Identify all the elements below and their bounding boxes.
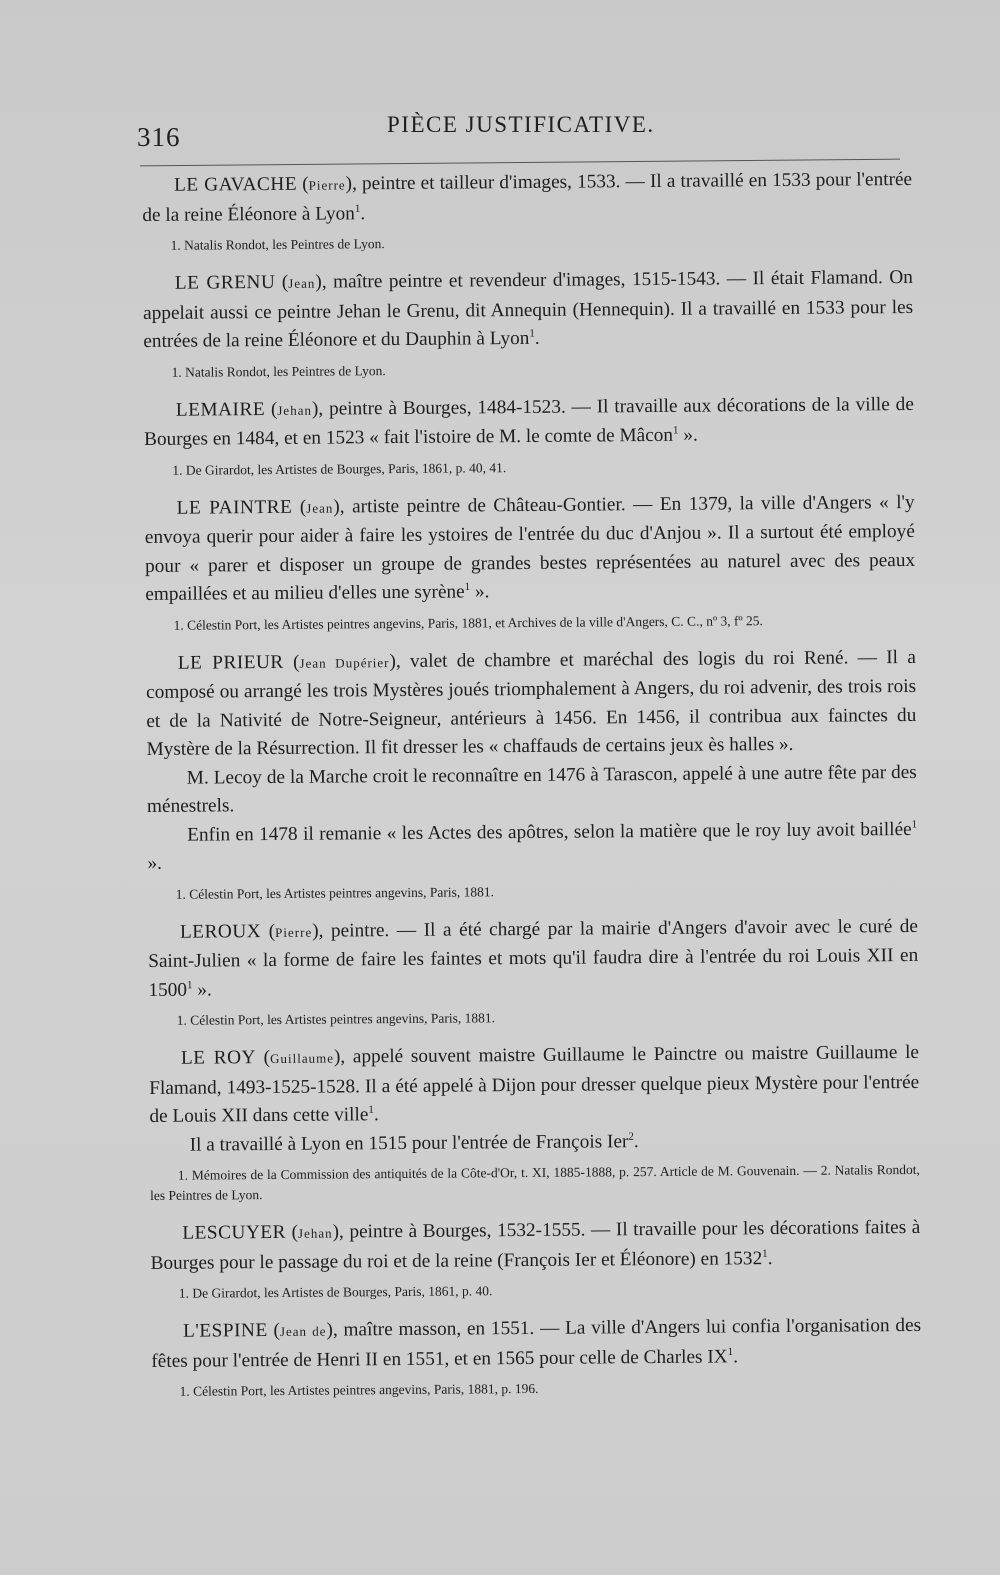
entry-paragraph: LEMAIRE (Jehan), peintre à Bourges, 1484-1523. — Il travaille aux décorations de la ville de Bourges en 1484, et en 1523 « fait l'istoire de M. le comte de Mâcon$^1$ ». [144, 393, 914, 450]
entry-name: LE PAINTRE [176, 496, 293, 519]
entry-text: maître peintre et revendeur d'images, 1515-1543. — Il était Flamand. On appelait aussi ce peintre Jehan le Grenu, dit Annequin (Hennequin). Il a travaillé en 1533 pour les entrées de la reine Éléonore et du Dauphin à Lyon [143, 266, 914, 352]
entry-given-name: Jean de [279, 1323, 327, 1339]
entry-paragraph: LEROUX (Pierre), peintre. — Il a été chargé par la mairie d'Angers d'avoir avec le curé de Saint-Julien « la forme de faire les faintes et mots qu'il faudra dire à l'entrée du roi Louis XII en 1500$^1$ ». [148, 915, 919, 1001]
entry-name: LE PRIEUR [177, 651, 284, 674]
entry-text: artiste peintre de Château-Gontier. — En 1379, la ville d'Angers « l'y envoya querir pour aider à faire les ystoires de l'entrée du duc d'Anjou ». Il a surtout été employé pour « parer et disposer un groupe de grandes bestes représentées au naturel avec des peaux empaillées et au milieu d'elles une syrène [144, 491, 916, 605]
entry-given-name: Jehan [297, 1225, 333, 1241]
footnote-marker: 1 [186, 978, 193, 991]
footnote-marker: 1 [354, 202, 361, 215]
footnote-marker: 1 [672, 424, 679, 437]
footnote: 1. De Girardot, les Artistes de Bourges, Paris, 1861, p. 40. [178, 1283, 493, 1301]
entry-name: LE ROY [180, 1047, 257, 1069]
entry-name: LEMAIRE [175, 398, 266, 421]
entry-paragraph: LE GAVACHE (Pierre), peintre et tailleur d'images, 1533. — Il a travaillé en 1533 pour l'entrée de la reine Éléonore à Lyon$^1$. [142, 168, 913, 226]
footnote: 1. Célestin Port, les Artistes peintres angevins, Paris, 1881, et Archives de la ville d'Angers, C. C., nº 3, fº 25. [173, 612, 763, 633]
entry-given-name: Jehan [277, 402, 312, 418]
footnote-marker: 1 [727, 1345, 734, 1358]
footnote-marker: 2 [628, 1130, 634, 1143]
entry-text: peintre à Bourges, 1484-1523. — Il travaille aux décorations de la ville de Bourges en 1484, et en 1523 « fait l'istoire de M. le comte de Mâcon [144, 393, 914, 450]
page-header [137, 108, 897, 158]
entry [144, 390, 915, 480]
entry-name: L'ESPINE [183, 1320, 268, 1342]
entry [148, 912, 919, 1031]
running-title: PIÈCE JUSTIFICATIVE. [387, 112, 655, 137]
entry-paragraph: Il a travaillé à Lyon en 1515 pour l'entrée de François Ier$^2$. [189, 1130, 639, 1156]
entry [149, 1039, 920, 1206]
entry-text: maître masson, en 1551. — La ville d'Angers lui confia l'organisation des fêtes pour l'entrée de Henri II en 1551, et en 1565 pour celle de Charles IX [151, 1314, 922, 1372]
footnote-marker: 1 [464, 581, 471, 594]
header-rule [140, 159, 900, 167]
footnote-marker: 1 [911, 818, 918, 831]
entry-paragraph: LESCUYER (Jehan), peintre à Bourges, 1532-1555. — Il travaille pour les décorations faites à Bourges pour le passage du roi et de la reine (François Ier et Éléonore) en 1532$^1$. [150, 1216, 921, 1274]
entry [143, 264, 914, 383]
footnote: 1. Natalis Rondot, les Peintres de Lyon. [171, 362, 386, 380]
entry [150, 1214, 921, 1304]
footnote: 1. Natalis Rondot, les Peintres de Lyon. [170, 236, 385, 253]
entry-paragraph: LE ROY (Guillaume), appelé souvent maistre Guillaume le Painctre ou maistre Guillaume le Flamand, 1493-1525-1528. Il a été appelé à Dijon pour dresser quelque pieux Mystère pour l'entrée de Louis XII dans cette ville$^1$. [149, 1041, 920, 1127]
entry-text: Il a travaillé à Lyon en 1515 pour l'entrée de François Ier [189, 1130, 629, 1156]
entry-paragraph: Enfin en 1478 il remanie « les Actes des apôtres, selon la matière que le roy luy avoit baillée$^1$ ». [147, 818, 918, 874]
entry-paragraph: LE PAINTRE (Jean), artiste peintre de Château-Gontier. — En 1379, la ville d'Angers « l'y envoya querir pour aider à faire les ystoires de l'entrée du duc d'Anjou ». Il a surtout été employé pour « parer et disposer un groupe de grandes bestes représentées au naturel avec des peaux empaillées et au milieu d'elles une syrène$^1$ ». [144, 491, 916, 605]
entry-name: LE GAVACHE [174, 173, 298, 196]
entry-name: LEROUX [179, 920, 262, 943]
entry-text: valet de chambre et maréchal des logis du roi René. — Il a composé ou arrangé les trois Mystères joués triomphalement à Angers, du roi advenir, des trois rois et de la Nativité de Notre-Seigneur, antérieurs à 1456. En 1456, il contribua aux fainctes du Mystère de la Résurrection. Il fit dresser les « chaffauds de certains jeux ès halles ». [146, 646, 917, 760]
entry-name: LESCUYER [182, 1221, 287, 1244]
entry [146, 643, 918, 904]
footnote: 1. Célestin Port, les Artistes peintres angevins, Paris, 1881. [176, 1010, 496, 1028]
entry-paragraph: LE GRENU (Jean), maître peintre et revendeur d'images, 1515-1543. — Il était Flamand. On appelait aussi ce peintre Jehan le Grenu, dit Annequin (Hennequin). Il a travaillé en 1533 pour les entrées de la reine Éléonore et du Dauphin à Lyon$^1$. [143, 266, 914, 352]
entry [145, 488, 916, 635]
page-body [142, 166, 922, 1416]
entry-paragraph: L'ESPINE (Jean de), maître masson, en 1551. — La ville d'Angers lui confia l'organisation des fêtes pour l'entrée de Henri II en 1551, et en 1565 pour celle de Charles $IX^1$. [151, 1314, 922, 1372]
entry-given-name: Pierre [308, 177, 346, 193]
entry-text: peintre à Bourges, 1532-1555. — Il travaille pour les décorations faites à Bourges pour le passage du roi et de la reine (François Ier et Éléonore) en 1532 [150, 1216, 921, 1274]
footnote-marker: 1 [762, 1247, 768, 1260]
footnote: 1. Célestin Port, les Artistes peintres angevins, Paris, 1881, p. 196. [179, 1380, 539, 1399]
footnote: 1. Célestin Port, les Artistes peintres angevins, Paris, 1881. [175, 883, 495, 902]
entry-paragraph: M. Lecoy de la Marche croit le reconnaître en 1476 à Tarascon, appelé à une autre fête par des ménestrels. [146, 761, 917, 817]
entry-given-name: Pierre [275, 924, 313, 940]
entry-text: appelé souvent maistre Guillaume le Painctre ou maistre Guillaume le Flamand, 1493-1525-1528. Il a été appelé à Dijon pour dresser quelque pieux Mystère pour l'entrée de Louis XII dans cette ville [149, 1041, 920, 1127]
footnote-marker: 1 [529, 327, 535, 340]
entry-text: peintre et tailleur d'images, 1533. — Il a travaillé en 1533 pour l'entrée de la reine Éléonore à Lyon [142, 168, 913, 226]
entry-name: LE GRENU [174, 271, 276, 294]
footnote: 1. Mémoires de la Commission des antiquités de la Côte-d'Or, t. XI, 1885-1888, p. 257. Article de M. Gouvenain. — 2. Natalis Rondot, les Peintres de Lyon. [149, 1161, 920, 1203]
entry-text: Enfin en 1478 il remanie « les Actes des apôtres, selon la matière que le roy luy avoit baillée [187, 818, 912, 846]
footnote: 1. De Girardot, les Artistes de Bourges, Paris, 1861, p. 40, 41. [172, 459, 507, 478]
entry-given-name: Jean Dupérier [299, 654, 390, 671]
entry-given-name: Jean [306, 500, 334, 516]
entry-given-name: Guillaume [270, 1050, 335, 1067]
page-number: 316 [137, 122, 181, 152]
entry-given-name: Jean [288, 275, 316, 291]
entry [151, 1312, 922, 1402]
footnote-marker: 1 [368, 1103, 374, 1116]
entry [142, 166, 913, 256]
entry-paragraph: LE PRIEUR (Jean Dupérier), valet de chambre et maréchal des logis du roi René. — Il a composé ou arrangé les trois Mystères joués triomphalement à Angers, du roi advenir, des trois rois et de la Nativité de Notre-Seigneur, antérieurs à 1456. En 1456, il contribua aux fainctes du Mystère de la Résurrection. Il fit dresser les « chaffauds de certains jeux ès halles ». [146, 646, 917, 760]
entry-text: peintre. — Il a été chargé par la mairie d'Angers d'avoir avec le curé de Saint-Julien « la forme de faire les faintes et mots qu'il faudra dire à l'entrée du roi Louis XII en 1500 [148, 915, 919, 1001]
